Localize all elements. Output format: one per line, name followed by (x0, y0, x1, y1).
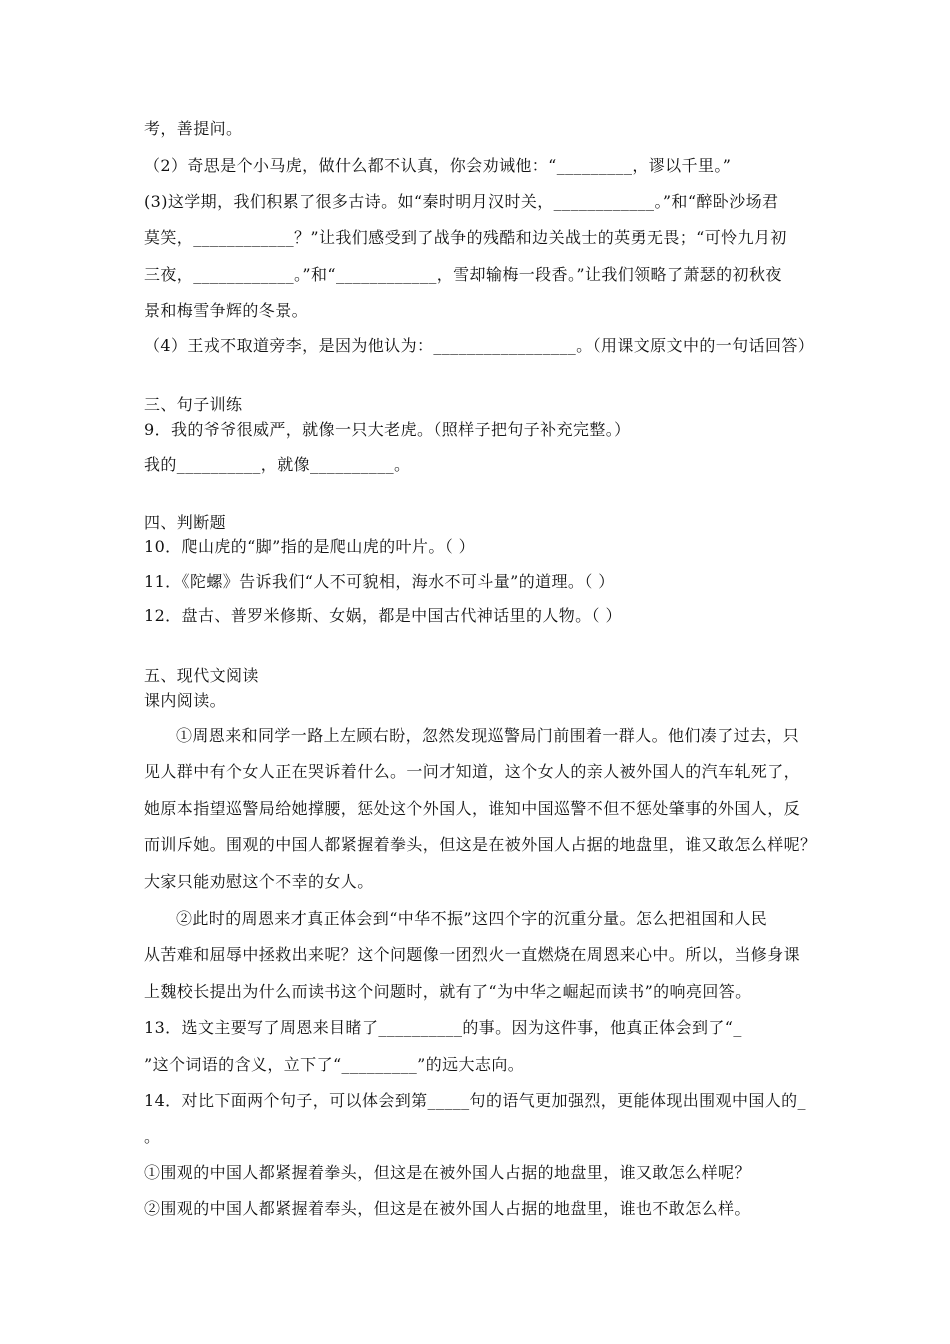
text-line: 见人群中有个女人正在哭诉着什么。一问才知道，这个女人的亲人被外国人的汽车轧死了， (144, 762, 801, 781)
question-item: 10．爬山虎的“脚”指的是爬山虎的叶片。（ ） (144, 537, 476, 556)
text-line: （2）奇思是个小马虎，做什么都不认真，你会劝诫他：“_________，谬以千里。” (144, 156, 732, 175)
text-line: 她原本指望巡警局给她撑腰，惩处这个外国人，谁知中国巡警不但不惩处肇事的外国人，反 (144, 799, 801, 818)
text-line: (3)这学期，我们积累了很多古诗。如“秦时明月汉时关，____________。”和“醉卧沙场君 (144, 192, 779, 211)
text-line: ①围观的中国人都紧握着拳头，但这是在被外国人占据的地盘里，谁又敢怎么样呢？ (144, 1163, 751, 1182)
text-line: 上魏校长提出为什么而读书这个问题时，就有了“为中华之崛起而读书”的响亮回答。 (144, 982, 752, 1001)
question-item: 9．我的爷爷很威严，就像一只大老虎。（照样子把句子补充完整。） (144, 420, 631, 439)
text-line: 莫笑，____________？”让我们感受到了战争的残酷和边关战士的英勇无畏；“可怜九月初 (144, 228, 787, 247)
text-line: 而训斥她。围观的中国人都紧握着拳头，但这是在被外国人占据的地盘里，谁又敢怎么样呢？ (144, 835, 817, 854)
question-item: 13．选文主要写了周恩来目睹了__________的事。因为这件事，他真正体会到了“_ (144, 1018, 742, 1037)
section-heading: 三、句子训练 (144, 395, 243, 414)
text-line: 。 (144, 1127, 161, 1146)
text-line: 考，善提问。 (144, 119, 243, 138)
text-line: 从苦难和屈辱中拯救出来呢？这个问题像一团烈火一直燃烧在周恩来心中。所以，当修身课 (144, 945, 801, 964)
text-line: 课内阅读。 (144, 691, 227, 710)
text-line: ①周恩来和同学一路上左顾右盼，忽然发现巡警局门前围着一群人。他们凑了过去，只 (176, 726, 800, 745)
section-heading: 五、现代文阅读 (144, 666, 259, 685)
text-line: （4）王戎不取道旁李，是因为他认为：_________________。（用课文原文中的一句话回答） (144, 336, 815, 355)
text-line: ②围观的中国人都紧握着奉头，但这是在被外国人占据的地盘里，谁也不敢怎么样。 (144, 1199, 751, 1218)
question-item: 12．盘古、普罗米修斯、女娲，都是中国古代神话里的人物。（ ） (144, 606, 622, 625)
text-line: ”这个词语的含义，立下了“_________”的远大志向。 (144, 1055, 525, 1074)
question-item: 11．《陀螺》告诉我们“人不可貌相，海水不可斗量”的道理。（ ） (144, 572, 615, 591)
text-line: 大家只能劝慰这个不幸的女人。 (144, 872, 374, 891)
text-line: 景和梅雪争辉的冬景。 (144, 301, 309, 320)
text-line: 我的__________，就像__________。 (144, 455, 411, 474)
text-line: ②此时的周恩来才真正体会到“中华不振”这四个字的沉重分量。怎么把祖国和人民 (176, 909, 768, 928)
question-item: 14．对比下面两个句子，可以体会到第_____句的语气更加强烈，更能体现出围观中国人的_ (144, 1091, 806, 1110)
section-heading: 四、判断题 (144, 513, 227, 532)
text-line: 三夜，____________。”和“____________，雪却输梅一段香。”让我们领略了萧瑟的初秋夜 (144, 265, 782, 284)
